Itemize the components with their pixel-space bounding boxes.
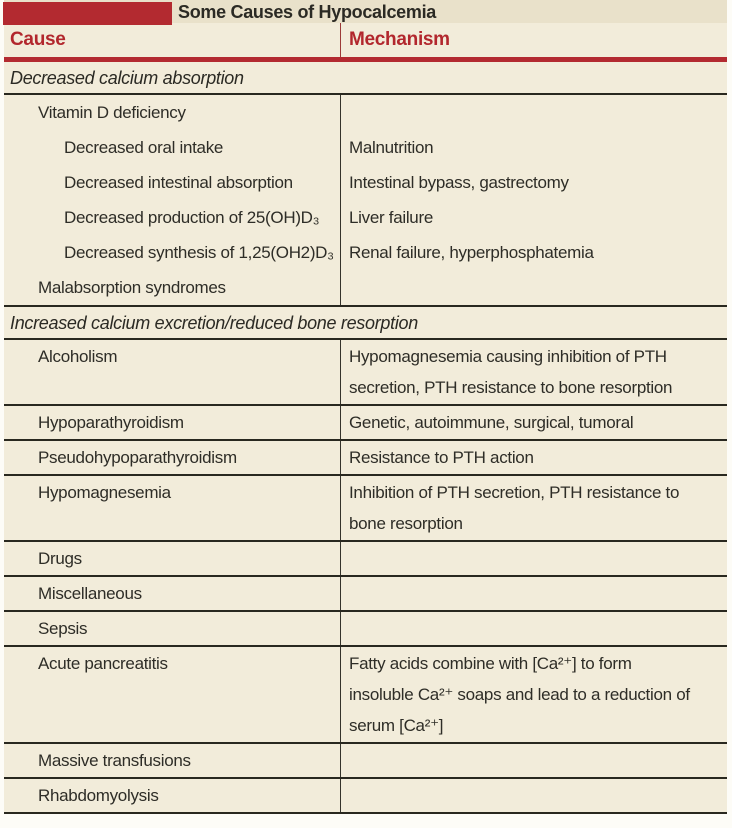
table-row <box>4 200 727 235</box>
table-title: Some Causes of Hypocalcemia <box>178 2 437 22</box>
cause-cell: Decreased oral intake <box>64 138 224 157</box>
mechanism-cell <box>340 647 727 742</box>
mechanism-line: bone resorption <box>349 514 463 533</box>
cause-cell: Drugs <box>38 549 82 568</box>
cause-cell: Alcoholism <box>38 347 118 366</box>
mechanism-cell <box>340 130 727 165</box>
cause-cell: Miscellaneous <box>38 584 142 603</box>
mechanism-line: serum [Ca²⁺] <box>349 716 444 735</box>
mechanism-cell <box>340 441 727 474</box>
cause-cell: Sepsis <box>38 619 88 638</box>
table-row <box>4 612 727 647</box>
table-row <box>4 647 727 744</box>
table-row <box>4 744 727 779</box>
title-band <box>4 0 727 23</box>
mechanism-line: Genetic, autoimmune, surgical, tumoral <box>349 413 634 432</box>
section-body <box>4 95 727 307</box>
mechanism-line: Resistance to PTH action <box>349 448 534 467</box>
table-row <box>4 406 727 441</box>
mechanism-cell <box>340 744 727 777</box>
table-row <box>4 340 727 406</box>
mechanism-cell <box>340 476 727 540</box>
cause-cell: Hypoparathyroidism <box>38 413 184 432</box>
mechanism-cell <box>340 577 727 610</box>
cause-cell: Vitamin D deficiency <box>38 103 186 122</box>
mechanism-line: Liver failure <box>349 208 433 227</box>
column-header-mechanism: Mechanism <box>340 23 727 57</box>
table-row <box>4 235 727 270</box>
section-body <box>4 340 727 814</box>
column-header-row <box>4 23 727 57</box>
mechanism-line: Inhibition of PTH secretion, PTH resistance to <box>349 483 680 502</box>
section-header-increased-excretion: Increased calcium excretion/reduced bone resorption <box>4 307 727 340</box>
mechanism-cell <box>340 235 727 270</box>
cause-cell: Decreased production of 25(OH)D₃ <box>64 208 320 227</box>
cause-cell: Malabsorption syndromes <box>38 278 226 297</box>
cause-cell: Pseudohypoparathyroidism <box>38 448 237 467</box>
mechanism-cell <box>340 612 727 645</box>
mechanism-line: Hypomagnesemia causing inhibition of PTH <box>349 347 667 366</box>
hypocalcemia-table <box>4 0 727 814</box>
cause-cell: Acute pancreatitis <box>38 654 168 673</box>
table-row <box>4 270 727 305</box>
mechanism-cell <box>340 406 727 439</box>
mechanism-line: insoluble Ca²⁺ soaps and lead to a reduction of <box>349 685 690 704</box>
mechanism-cell <box>340 340 727 404</box>
mechanism-line: Renal failure, hyperphosphatemia <box>349 243 594 262</box>
cause-cell: Massive transfusions <box>38 751 191 770</box>
title-accent-block <box>3 2 172 25</box>
cause-cell: Hypomagnesemia <box>38 483 171 502</box>
column-header-cause: Cause <box>10 29 66 50</box>
cause-cell: Decreased synthesis of 1,25(OH2)D₃ <box>64 243 334 262</box>
table-row <box>4 542 727 577</box>
mechanism-cell <box>340 542 727 575</box>
mechanism-cell <box>340 270 727 305</box>
mechanism-cell <box>340 200 727 235</box>
cause-cell: Decreased intestinal absorption <box>64 173 293 192</box>
mechanism-cell <box>340 165 727 200</box>
table-row <box>4 779 727 814</box>
table-row <box>4 165 727 200</box>
table-row <box>4 95 727 130</box>
mechanism-cell <box>340 95 727 130</box>
mechanism-line: Intestinal bypass, gastrectomy <box>349 173 569 192</box>
cause-cell: Rhabdomyolysis <box>38 786 159 805</box>
table-row <box>4 577 727 612</box>
mechanism-line: secretion, PTH resistance to bone resorption <box>349 378 673 397</box>
mechanism-cell <box>340 779 727 812</box>
section-header-decreased-absorption: Decreased calcium absorption <box>4 62 727 95</box>
table-row <box>4 476 727 542</box>
table-row <box>4 130 727 165</box>
table-row <box>4 441 727 476</box>
mechanism-line: Fatty acids combine with [Ca²⁺] to form <box>349 654 632 673</box>
mechanism-line: Malnutrition <box>349 138 434 157</box>
